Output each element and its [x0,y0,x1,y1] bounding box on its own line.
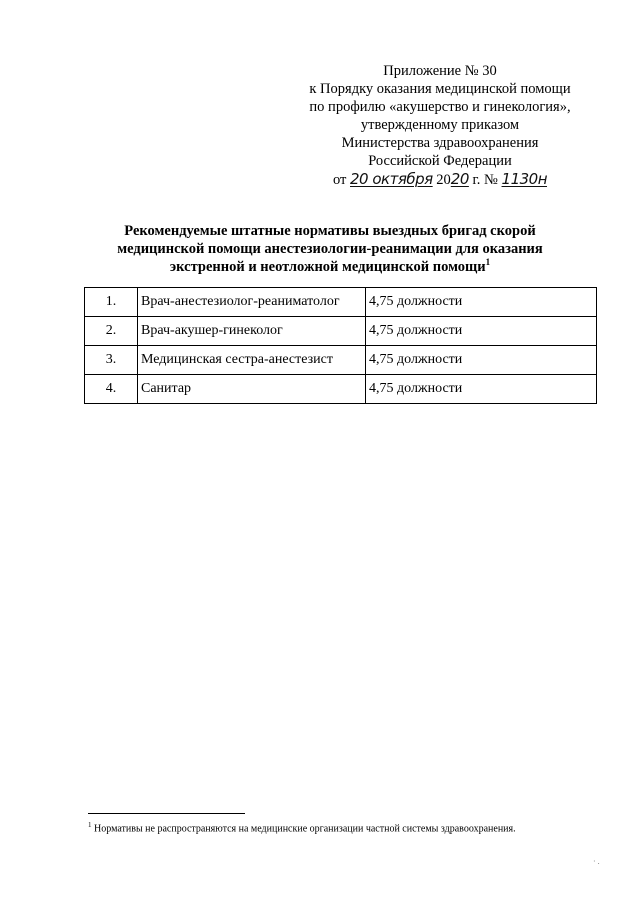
appendix-number: Приложение № 30 [383,63,497,79]
position-quantity: 4,75 должности [366,317,597,346]
footnote-text: Нормативы не распространяются на медицинские организации частной системы здравоохранения. [94,823,516,835]
position-name: Врач-акушер-гинеколог [138,317,366,346]
position-quantity: 4,75 должности [366,288,597,317]
footnote-divider [88,813,245,814]
order-date-line [290,170,590,189]
table-row [85,375,597,404]
position-name: Врач-анестезиолог-реаниматолог [138,288,366,317]
position-quantity: 4,75 должности [366,375,597,404]
title-line-3-wrap [80,258,580,276]
year-prefix: 20 [436,172,451,188]
document-title [80,222,580,276]
row-number: 2. [85,317,138,346]
title-line-3: экстренной и неотложной медицинской помощи [169,259,486,275]
handwritten-order-number: 1130н [501,170,548,188]
position-quantity: 4,75 должности [366,346,597,375]
position-name: Медицинская сестра-анестезист [138,346,366,375]
staffing-norms-table [84,287,597,404]
title-line-2: медицинской помощи анестезиологии-реанимации для оказания [117,241,543,257]
header-line-3: утвержденному приказом [360,117,520,133]
header-line-2: по профилю «акушерство и гинекология», [309,99,571,115]
position-name: Санитар [138,375,366,404]
row-number: 1. [85,288,138,317]
row-number: 3. [85,346,138,375]
table-row [85,346,597,375]
header-line-1: к Порядку оказания медицинской помощи [309,81,571,97]
date-prefix: от [332,172,347,188]
footnote-mark: 1 [88,821,92,829]
scan-speck: · . [593,857,600,866]
table-row [85,317,597,346]
header-line-4: Министерства здравоохранения [341,135,539,151]
header-line-5: Российской Федерации [368,153,512,169]
handwritten-year: 20 [450,170,469,188]
row-number: 4. [85,375,138,404]
number-prefix: г. № [472,172,498,188]
appendix-header [290,62,590,189]
table-row [85,288,597,317]
title-line-1: Рекомендуемые штатные нормативы выездных бригад скорой [124,223,536,239]
handwritten-date: 20 октября [350,170,433,188]
footnote [88,819,608,835]
title-footnote-mark: 1 [485,257,491,268]
